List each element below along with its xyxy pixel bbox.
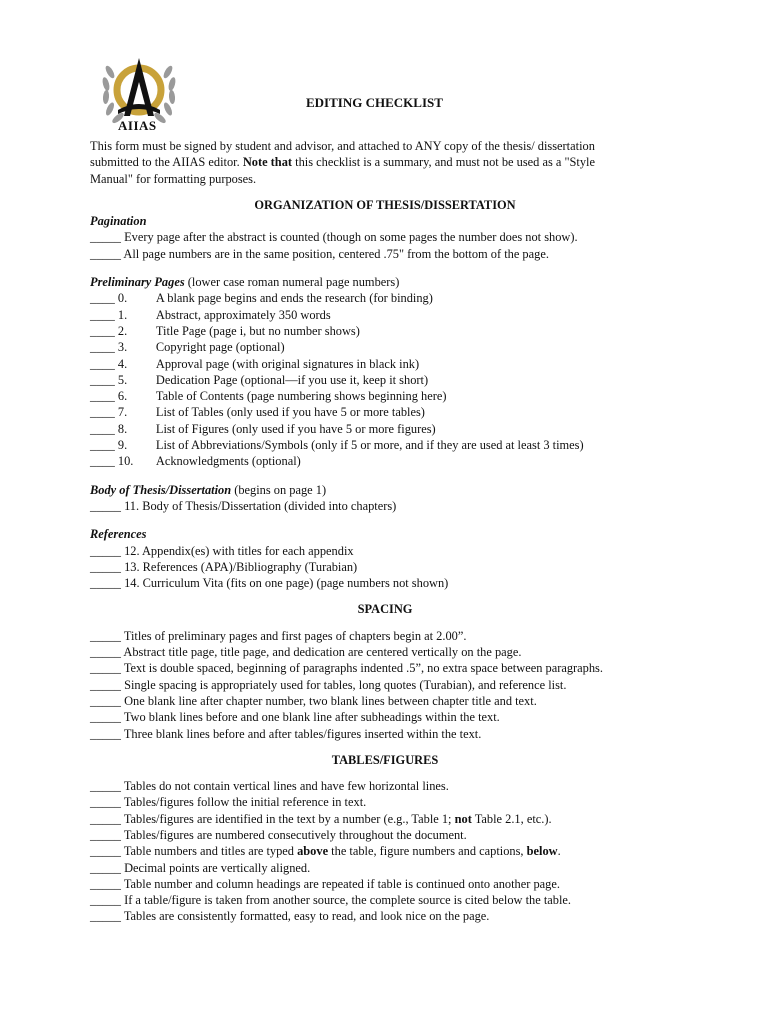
intro-line-1: This form must be signed by student and advisor, and attached to ANY copy of the thesis/ dissertation xyxy=(90,139,595,153)
check-blank: ____ xyxy=(90,438,118,453)
check-blank: ____ xyxy=(90,340,118,355)
preliminary-list xyxy=(90,290,680,469)
spacing-heading: SPACING xyxy=(357,602,413,617)
checklist-item xyxy=(90,453,680,469)
item-text: Copyright page (optional) xyxy=(155,340,285,355)
item-text: Abstract, approximately 350 words xyxy=(155,307,331,322)
check-blank: ____ xyxy=(90,405,118,420)
item-text: List of Figures (only used if you have 5 or more figures) xyxy=(155,421,436,436)
item-number: 3. xyxy=(117,340,128,355)
checklist-item: _____ 11. Body of Thesis/Dissertation (divided into chapters) xyxy=(90,498,397,513)
check-blank: ____ xyxy=(90,356,118,371)
checklist-item xyxy=(90,356,680,372)
checklist-item: _____ All page numbers are in the same position, centered .75" from the bottom of the page. xyxy=(90,246,549,261)
checklist-item xyxy=(90,421,680,437)
item-number: 8. xyxy=(117,421,128,436)
check-blank: ____ xyxy=(90,291,118,306)
checklist-item: _____ 13. References (APA)/Bibliography (Turabian) xyxy=(90,559,358,574)
checklist-item xyxy=(90,404,680,420)
checklist-item: _____ Table numbers and titles are typed above the table, figure numbers and captions, below. xyxy=(90,844,561,859)
tables-list xyxy=(90,778,680,925)
item-text: Table of Contents (page numbering shows beginning here) xyxy=(155,389,447,404)
item-text: Title Page (page i, but no number shows) xyxy=(155,323,360,338)
item-text: List of Abbreviations/Symbols (only if 5 or more, and if they are used at least 3 times) xyxy=(155,438,584,453)
checklist-item: _____ Tables/figures follow the initial reference in text. xyxy=(90,795,367,810)
checklist-item xyxy=(90,339,680,355)
checklist-item: _____ 14. Curriculum Vita (fits on one page) (page numbers not shown) xyxy=(90,576,449,591)
checklist-item: _____ Decimal points are vertically aligned. xyxy=(90,860,311,875)
references-heading: References xyxy=(90,527,147,542)
checklist-item xyxy=(90,388,680,404)
check-blank: ____ xyxy=(90,454,118,469)
item-number: 7. xyxy=(117,405,128,420)
organization-heading: ORGANIZATION OF THESIS/DISSERTATION xyxy=(254,197,516,212)
checklist-item xyxy=(90,290,680,306)
checklist-item xyxy=(90,372,680,388)
checklist-item: _____ Text is double spaced, beginning of paragraphs indented .5”, no extra space between paragraphs. xyxy=(90,661,603,676)
item-number: 9. xyxy=(117,438,128,453)
checklist-item: _____ Table number and column headings are repeated if table is continued onto another page. xyxy=(90,876,560,891)
checklist-item xyxy=(90,307,680,323)
check-blank: ____ xyxy=(90,389,118,404)
document-body xyxy=(90,138,680,925)
check-blank: ____ xyxy=(90,323,118,338)
intro-line-2: submitted to the AIIAS editor. Note that this checklist is a summary, and must not be used as a "Style xyxy=(90,155,595,170)
checklist-item: _____ Tables do not contain vertical lines and have few horizontal lines. xyxy=(90,779,449,794)
checklist-item: _____ Tables/figures are numbered consecutively throughout the document. xyxy=(90,827,467,842)
check-blank: ____ xyxy=(90,307,118,322)
item-text: Acknowledgments (optional) xyxy=(155,454,301,469)
checklist-item: _____ Titles of preliminary pages and first pages of chapters begin at 2.00”. xyxy=(90,628,467,643)
tables-heading: TABLES/FIGURES xyxy=(331,752,439,767)
pagination-heading: Pagination xyxy=(90,214,147,229)
checklist-item xyxy=(90,437,680,453)
checklist-item: _____ Every page after the abstract is counted (though on some pages the number does not show). xyxy=(90,230,578,245)
checklist-item: _____ 12. Appendix(es) with titles for each appendix xyxy=(90,543,354,558)
item-number: 6. xyxy=(117,389,128,404)
item-text: Dedication Page (optional—if you use it, keep it short) xyxy=(155,372,429,387)
check-blank: ____ xyxy=(90,421,118,436)
checklist-item: _____ Tables are consistently formatted, easy to read, and look nice on the page. xyxy=(90,909,490,924)
item-number: 1. xyxy=(117,307,128,322)
item-text: List of Tables (only used if you have 5 or more tables) xyxy=(155,405,425,420)
checklist-item: _____ If a table/figure is taken from another source, the complete source is cited below the table. xyxy=(90,893,571,908)
item-number: 5. xyxy=(117,372,128,387)
intro-line-3: Manual" for formatting purposes. xyxy=(90,171,257,186)
checklist-item: _____ Three blank lines before and after tables/figures inserted within the text. xyxy=(90,726,482,741)
checklist-item: _____ One blank line after chapter number, two blank lines between chapter title and text. xyxy=(90,693,537,708)
logo-text: AIIAS xyxy=(118,118,157,133)
check-blank: ____ xyxy=(90,372,118,387)
checklist-item: _____ Single spacing is appropriately used for tables, long quotes (Turabian), and reference list. xyxy=(90,677,567,692)
item-number: 4. xyxy=(117,356,128,371)
checklist-item: _____ Two blank lines before and one blank line after subheadings within the text. xyxy=(90,710,500,725)
checklist-item: _____ Abstract title page, title page, and dedication are centered vertically on the page. xyxy=(90,645,522,660)
checklist-item: _____ Tables/figures are identified in the text by a number (e.g., Table 1; not Table 2.1, etc.). xyxy=(90,811,552,826)
item-number: 10. xyxy=(117,454,134,469)
checklist-item xyxy=(90,323,680,339)
item-number: 2. xyxy=(117,323,128,338)
body-heading: Body of Thesis/Dissertation (begins on page 1) xyxy=(90,482,327,497)
item-text: A blank page begins and ends the research (for binding) xyxy=(155,291,433,306)
item-text: Approval page (with original signatures in black ink) xyxy=(155,356,420,371)
item-number: 0. xyxy=(117,291,128,306)
preliminary-heading: Preliminary Pages (lower case roman numeral page numbers) xyxy=(90,275,400,290)
document-title: EDITING CHECKLIST xyxy=(306,95,443,110)
